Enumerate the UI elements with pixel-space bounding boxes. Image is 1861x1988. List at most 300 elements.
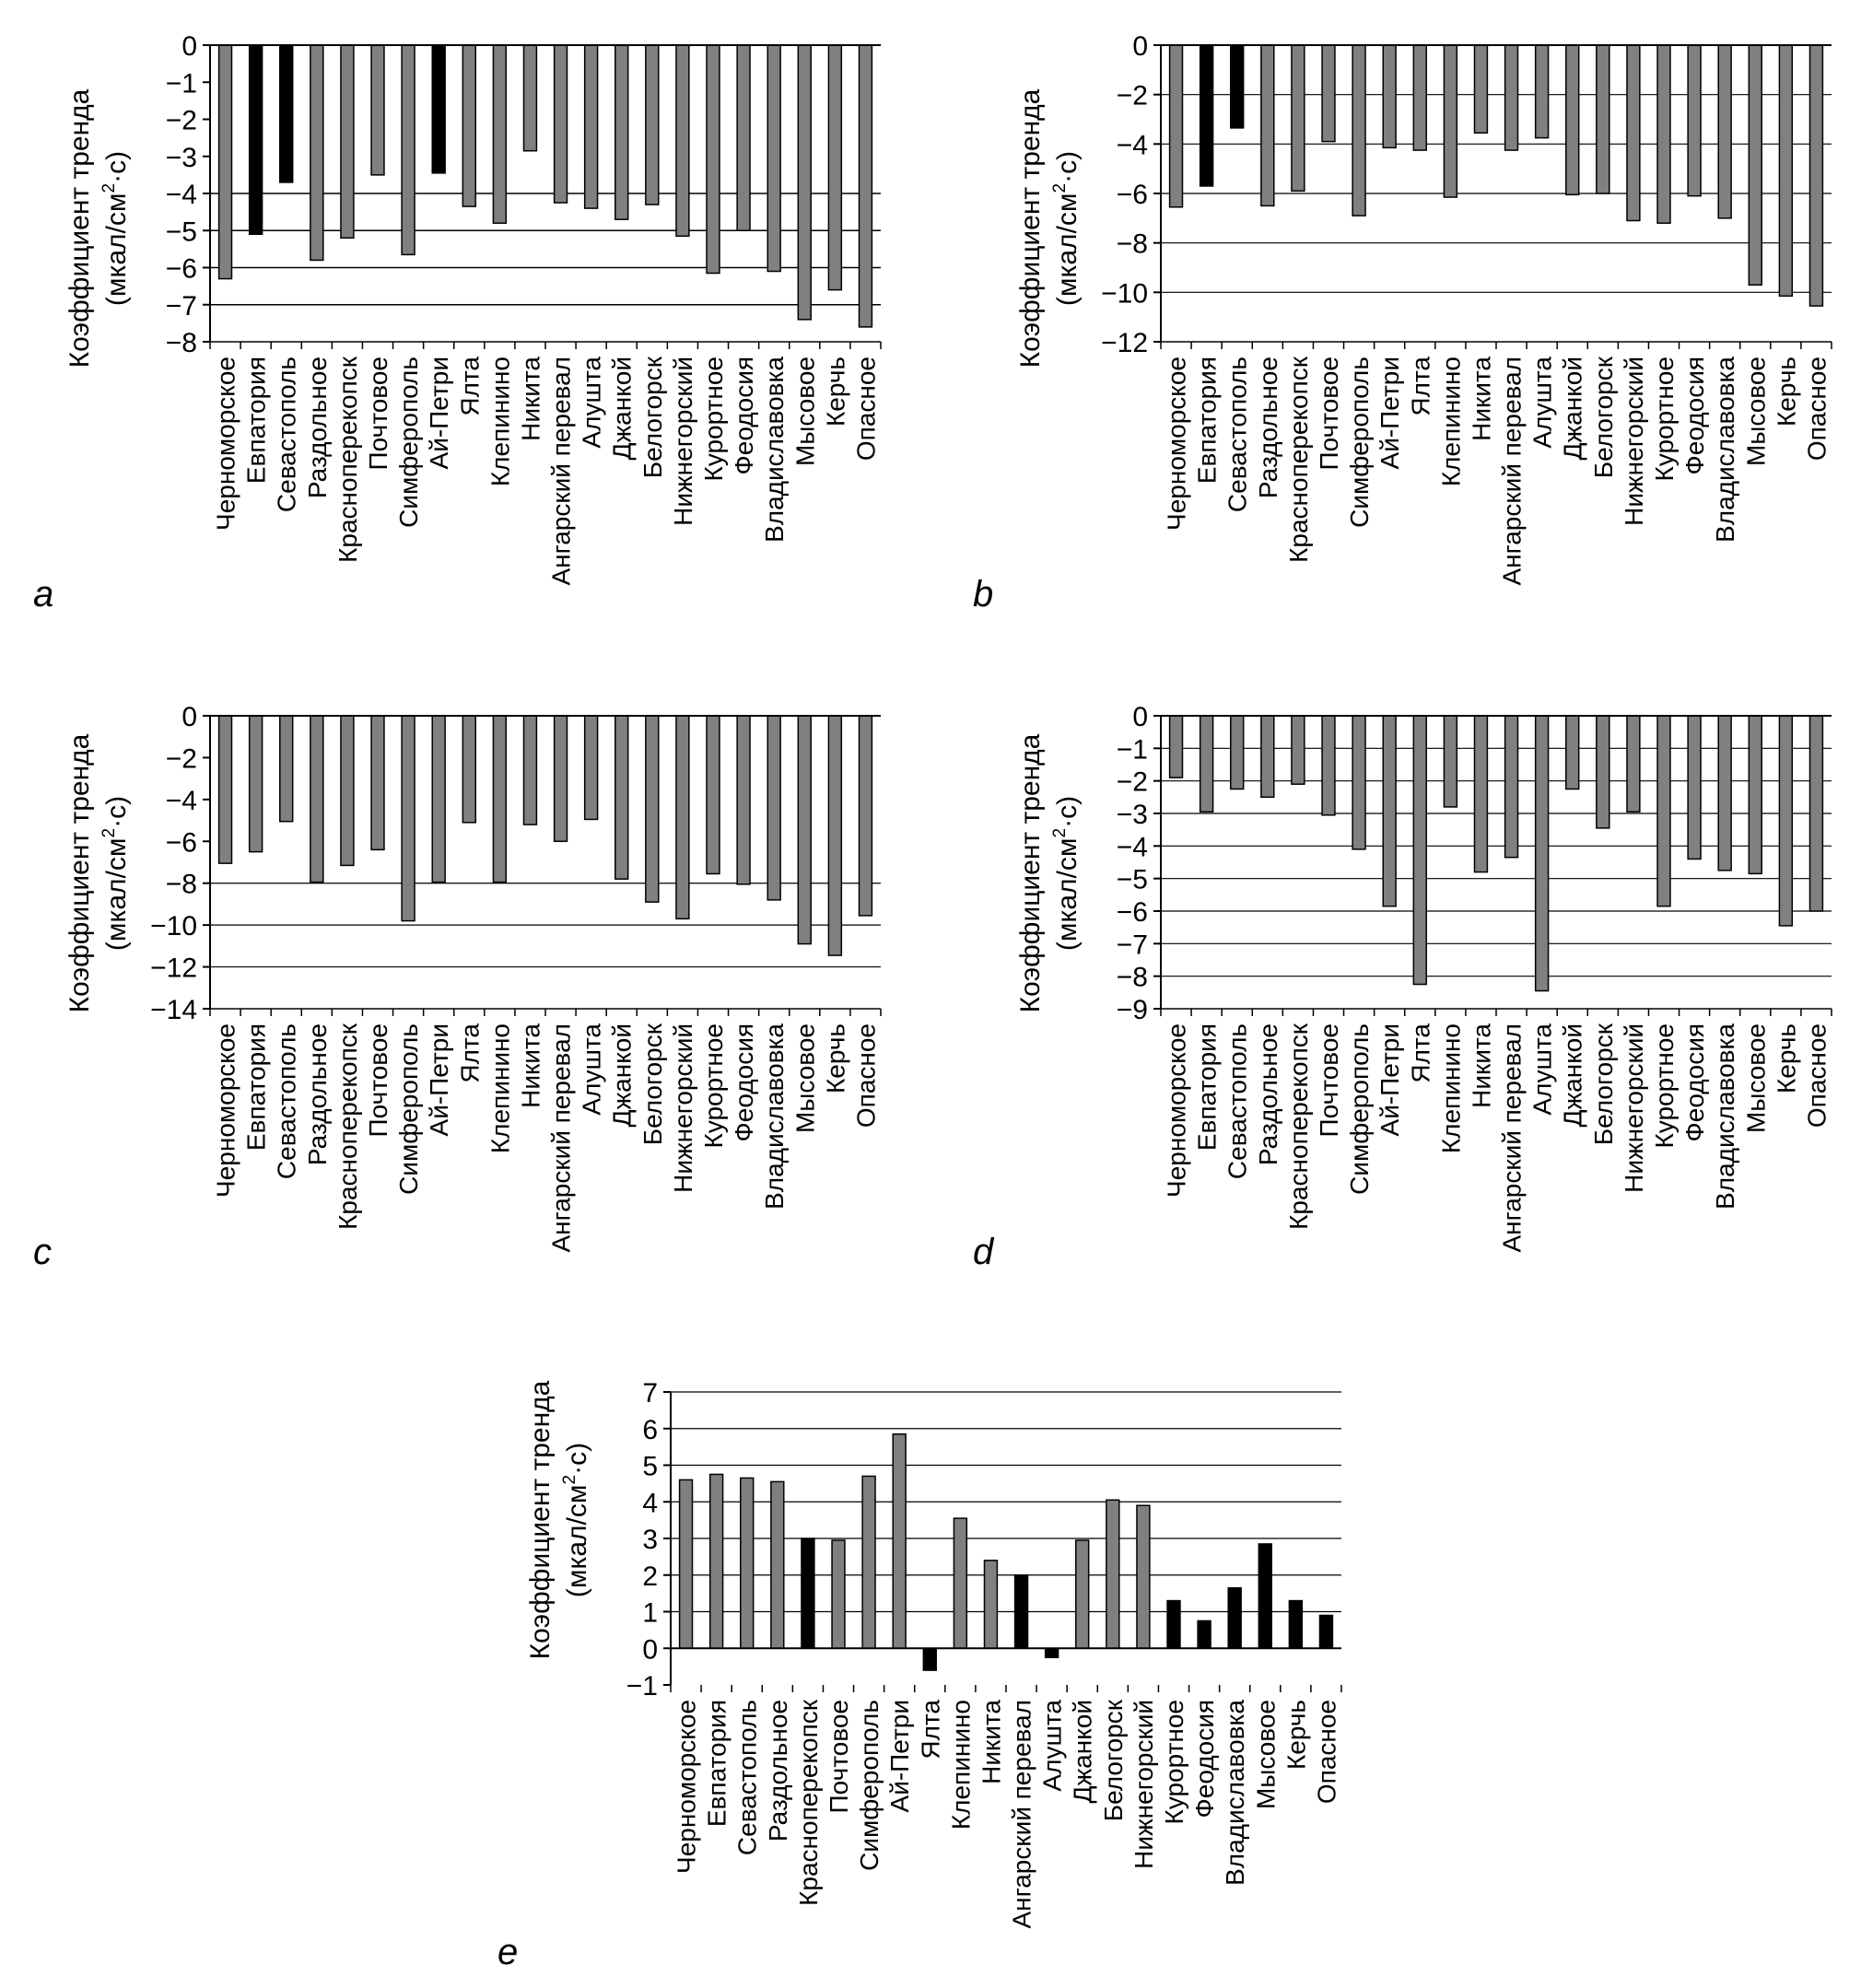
bar: [1320, 1615, 1333, 1648]
x-category-label: Никита: [516, 1023, 545, 1108]
y-tick-label: 0: [1132, 31, 1148, 62]
bars-d: [1170, 716, 1823, 991]
x-category-label: Ангарский перевал: [1497, 1023, 1527, 1253]
bar: [1413, 716, 1426, 985]
y-tick-label: −2: [1116, 766, 1148, 798]
y-axis-title-b: [1015, 88, 1083, 368]
x-category-label: Красноперекопск: [1283, 357, 1313, 563]
y-axis-title-line1: Коэффициент тренда: [525, 1380, 556, 1660]
bar: [1444, 716, 1457, 807]
x-category-label: Почтовое: [1315, 357, 1343, 471]
bar: [1106, 1500, 1119, 1648]
x-category-label: Симферополь: [394, 357, 424, 528]
x-category-label: Красноперекопск: [793, 1700, 823, 1906]
x-category-label: Ай-Петри: [1375, 357, 1405, 470]
x-category-label: Евпатория: [1192, 357, 1222, 485]
y-tick-label: −7: [1116, 930, 1148, 961]
x-category-label: Курортное: [1650, 357, 1679, 482]
bar: [832, 1540, 845, 1648]
y-tick-label: −4: [165, 785, 197, 816]
bar: [737, 716, 750, 884]
bar: [371, 716, 384, 849]
y-tick-label: −4: [1116, 130, 1148, 161]
y-tick-label: −12: [1101, 328, 1148, 358]
x-category-label: Клепинино: [946, 1700, 976, 1830]
bar: [555, 716, 568, 841]
x-category-label: Красноперекопск: [1283, 1023, 1313, 1230]
x-category-label: Раздольное: [302, 357, 332, 499]
x-category-label: Черноморское: [211, 357, 240, 531]
panel-letter-b: b: [973, 574, 994, 614]
x-category-label: Мысовое: [790, 1023, 820, 1134]
x-category-label: Белогорск: [638, 357, 667, 479]
bar: [432, 45, 445, 173]
x-category-label: Ангарский перевал: [1007, 1700, 1036, 1929]
x-category-label: Симферополь: [394, 1023, 424, 1195]
y-axis-title-line2: $(мкал/см^2\cdot с)$: [1050, 795, 1083, 952]
bar: [860, 45, 872, 327]
y-axis-title-line2: $(мкал/см^2\cdot с)$: [560, 1442, 592, 1598]
bar: [1688, 716, 1701, 859]
x-category-label: Клепинино: [486, 357, 515, 487]
bar: [371, 45, 384, 175]
bars-c: [219, 716, 872, 955]
x-category-label: Ангарский перевал: [546, 357, 576, 586]
bar: [1167, 1601, 1180, 1649]
x-category-label: Черноморское: [672, 1700, 701, 1874]
y-tick-label: −14: [150, 995, 197, 1025]
bar: [555, 45, 568, 203]
x-category-label: Ялта: [455, 357, 485, 416]
x-category-label: Ангарский перевал: [1497, 357, 1527, 586]
y-tick-label: −4: [1116, 832, 1148, 863]
bar: [860, 716, 872, 916]
x-category-label: Симферополь: [855, 1700, 884, 1871]
bar: [710, 1474, 723, 1648]
bar: [1475, 716, 1488, 872]
bar: [707, 716, 720, 873]
y-tick-label: −2: [1116, 80, 1148, 111]
y-tick-label: 1: [642, 1597, 658, 1629]
y-axis-title-line1: Коэффициент тренда: [1015, 733, 1046, 1013]
x-category-label: Опасное: [1312, 1700, 1341, 1805]
x-category-label: Курортное: [1650, 1023, 1679, 1149]
x-category-label: Феодосия: [730, 1023, 759, 1142]
x-category-label: Мысовое: [1741, 1023, 1771, 1134]
bar: [1597, 45, 1609, 193]
x-category-label: Мысовое: [1741, 357, 1771, 467]
bar: [1475, 45, 1488, 133]
bar: [1046, 1648, 1059, 1657]
x-category-label: Феодосия: [730, 357, 759, 475]
y-tick-label: −8: [165, 328, 197, 358]
y-tick-label: −10: [150, 911, 197, 942]
bar: [1413, 45, 1426, 150]
x-category-label: Алушта: [1037, 1700, 1067, 1792]
x-category-label: Белогорск: [638, 1023, 667, 1146]
x-category-label: Симферополь: [1345, 357, 1375, 528]
x-category-label: Севастополь: [1223, 357, 1252, 513]
bar: [219, 716, 232, 863]
x-category-label: Белогорск: [1588, 1023, 1618, 1146]
x-category-label: Мысовое: [790, 357, 820, 467]
y-axis-title-line1: Коэффициент тренда: [64, 733, 95, 1013]
x-category-label: Курортное: [699, 357, 728, 482]
x-category-label: Ай-Петри: [1375, 1023, 1405, 1137]
chart-panel-e: [497, 1378, 1341, 1972]
bar: [402, 716, 415, 921]
y-axis-title-line2: $(мкал/см^2\cdot с)$: [99, 150, 132, 307]
x-category-label: Почтовое: [364, 357, 392, 471]
x-category-label: Никита: [1467, 1023, 1496, 1108]
chart-panel-b: [973, 31, 1832, 614]
y-tick-label: −12: [150, 953, 197, 984]
bar: [1076, 1540, 1089, 1648]
x-category-label: Джанкой: [1558, 1023, 1587, 1128]
bar: [1292, 716, 1305, 784]
bar: [1566, 716, 1579, 789]
y-ticks-c: [150, 702, 210, 1025]
y-tick-label: 3: [642, 1525, 658, 1555]
bar: [862, 1476, 875, 1648]
bar: [1536, 716, 1549, 991]
x-labels-d: [1163, 1023, 1832, 1252]
bar: [1597, 716, 1609, 828]
x-category-label: Почтовое: [364, 1023, 392, 1138]
x-category-label: Ангарский перевал: [546, 1023, 576, 1253]
panel-letter-c: c: [33, 1232, 52, 1272]
x-category-label: Феодосия: [1680, 357, 1710, 475]
y-axis-title-line1: Коэффициент тренда: [64, 88, 95, 368]
y-axis-title-d: [1015, 733, 1083, 1012]
x-category-label: Евпатория: [241, 357, 271, 485]
chart-panel-c: [33, 702, 881, 1272]
x-category-label: Ялта: [916, 1700, 945, 1760]
y-tick-label: 0: [1132, 702, 1148, 732]
bar: [646, 716, 659, 902]
x-category-label: Нижнегорский: [668, 1023, 697, 1193]
x-category-label: Почтовое: [1315, 1023, 1343, 1138]
bar: [767, 716, 780, 900]
bar: [1322, 45, 1335, 142]
bars-b: [1170, 45, 1823, 306]
bar: [524, 45, 537, 151]
x-category-label: Владиславовка: [760, 357, 790, 543]
x-category-label: Нижнегорский: [1619, 1023, 1648, 1193]
bar: [280, 716, 293, 822]
bar: [1383, 716, 1396, 906]
y-tick-label: −7: [165, 290, 197, 322]
y-tick-label: 2: [642, 1561, 658, 1592]
x-category-label: Клепинино: [486, 1023, 515, 1154]
bar: [1505, 45, 1518, 150]
x-category-label: Керчь: [1772, 1023, 1801, 1094]
panel-letter-d: d: [973, 1232, 994, 1272]
bar: [802, 1538, 814, 1648]
y-axis-title-e: [525, 1380, 592, 1659]
y-tick-label: 0: [181, 702, 197, 732]
x-category-label: Раздольное: [763, 1700, 792, 1842]
x-category-label: Черноморское: [1162, 1023, 1191, 1198]
x-category-label: Алушта: [577, 1023, 606, 1116]
bar: [1718, 716, 1731, 871]
bar: [585, 45, 598, 208]
x-category-label: Мысовое: [1251, 1700, 1281, 1810]
bar: [1015, 1575, 1028, 1649]
bar: [893, 1434, 906, 1649]
x-category-label: Севастополь: [1223, 1023, 1252, 1180]
x-category-label: Симферополь: [1345, 1023, 1375, 1195]
x-category-label: Алушта: [577, 357, 606, 449]
x-labels-b: [1163, 356, 1832, 585]
bar: [646, 45, 659, 205]
y-axis-title-line2: $(мкал/см^2\cdot с)$: [99, 795, 132, 952]
y-tick-label: −8: [165, 869, 197, 900]
bar: [1170, 716, 1183, 778]
x-category-label: Владиславовка: [760, 1023, 790, 1210]
x-category-label: Черноморское: [1162, 357, 1191, 531]
y-tick-label: −9: [1116, 995, 1148, 1025]
y-tick-label: −2: [165, 743, 197, 775]
y-axis-title-line2: $(мкал/см^2\cdot с)$: [1050, 150, 1083, 307]
y-tick-label: −3: [165, 142, 197, 173]
bar: [310, 716, 323, 883]
bar: [1231, 45, 1244, 128]
x-category-label: Джанкой: [1068, 1700, 1097, 1804]
y-tick-label: −6: [1116, 180, 1148, 210]
x-category-label: Красноперекопск: [333, 357, 362, 563]
y-tick-label: 0: [642, 1634, 658, 1666]
x-category-label: Керчь: [1772, 357, 1801, 427]
bar: [1170, 45, 1183, 207]
x-category-label: Керчь: [821, 1023, 850, 1094]
y-ticks-b: [1101, 31, 1161, 358]
bar: [1352, 716, 1365, 849]
y-ticks-a: [166, 31, 210, 358]
y-tick-label: −8: [1116, 228, 1148, 260]
x-category-label: Нижнегорский: [668, 357, 697, 526]
x-category-label: Евпатория: [241, 1023, 271, 1152]
y-tick-label: −1: [1116, 734, 1148, 766]
bar: [310, 45, 323, 260]
bar: [798, 45, 811, 320]
bar: [985, 1561, 998, 1648]
x-category-label: Опасное: [851, 357, 881, 462]
bar: [1627, 716, 1640, 812]
bar: [1200, 716, 1213, 812]
bar: [741, 1478, 754, 1648]
x-category-label: Алушта: [1527, 1023, 1557, 1116]
x-category-label: Евпатория: [1192, 1023, 1222, 1152]
bar: [1200, 45, 1213, 186]
y-tick-label: −4: [165, 180, 197, 210]
y-tick-label: −10: [1101, 278, 1148, 310]
bar: [771, 1481, 784, 1648]
bars-a: [219, 45, 872, 327]
bar: [493, 45, 506, 223]
bar: [615, 716, 628, 879]
x-category-label: Никита: [516, 357, 545, 441]
y-tick-label: −1: [165, 68, 197, 99]
y-tick-label: 4: [642, 1488, 658, 1519]
chart-panel-a: [33, 31, 881, 614]
x-category-label: Никита: [1467, 357, 1496, 441]
bar: [1657, 45, 1670, 223]
bar: [767, 45, 780, 272]
bar: [1566, 45, 1579, 194]
chart-panel-d: [973, 702, 1832, 1272]
x-category-label: Джанкой: [607, 357, 637, 461]
bar: [828, 716, 841, 955]
panel-letter-a: a: [33, 574, 54, 614]
y-axis-title-a: [64, 88, 132, 368]
bar: [1749, 45, 1762, 285]
x-category-label: Никита: [977, 1700, 1006, 1784]
bar: [585, 716, 598, 819]
y-tick-label: 0: [181, 31, 197, 62]
y-tick-label: −2: [165, 105, 197, 136]
x-labels-e: [673, 1699, 1341, 1928]
y-tick-label: −8: [1116, 962, 1148, 993]
y-tick-label: −6: [1116, 897, 1148, 928]
x-category-label: Опасное: [1802, 357, 1832, 462]
bar: [1536, 45, 1549, 138]
x-category-label: Ай-Петри: [425, 357, 454, 470]
x-category-label: Опасное: [1802, 1023, 1832, 1128]
x-category-label: Красноперекопск: [333, 1023, 362, 1230]
bar: [1657, 716, 1670, 906]
x-category-label: Евпатория: [702, 1700, 732, 1828]
x-category-label: Ай-Петри: [885, 1700, 915, 1813]
x-category-label: Севастополь: [272, 1023, 301, 1180]
x-category-label: Курортное: [1160, 1700, 1188, 1825]
x-category-label: Ялта: [455, 1023, 485, 1083]
x-labels-c: [212, 1023, 881, 1252]
y-ticks-e: [626, 1378, 671, 1701]
y-tick-label: −6: [165, 827, 197, 859]
y-tick-label: −3: [1116, 800, 1148, 830]
bar: [828, 45, 841, 290]
bar: [1261, 45, 1274, 205]
bar: [1810, 716, 1823, 911]
x-category-label: Белогорск: [1098, 1700, 1128, 1822]
x-category-label: Владиславовка: [1221, 1700, 1250, 1886]
x-category-label: Алушта: [1527, 357, 1557, 449]
x-category-label: Джанкой: [607, 1023, 637, 1128]
x-category-label: Раздольное: [1253, 357, 1282, 499]
bar: [680, 1479, 693, 1648]
x-category-label: Белогорск: [1588, 357, 1618, 479]
bars-e: [680, 1434, 1333, 1670]
bar: [676, 45, 689, 236]
bar: [1779, 45, 1792, 296]
bar: [402, 45, 415, 254]
x-category-label: Ялта: [1406, 357, 1435, 416]
bar: [1779, 716, 1792, 926]
y-tick-label: 5: [642, 1451, 658, 1482]
bar: [219, 45, 232, 279]
y-tick-label: 7: [642, 1378, 658, 1409]
bar: [1231, 716, 1244, 789]
x-category-label: Владиславовка: [1711, 1023, 1740, 1210]
x-category-label: Раздольное: [1253, 1023, 1282, 1166]
bar: [493, 716, 506, 883]
x-category-label: Керчь: [821, 357, 850, 427]
bar: [341, 716, 354, 865]
bar: [1261, 716, 1274, 797]
x-category-label: Владиславовка: [1711, 357, 1740, 543]
bar: [1810, 45, 1823, 306]
bar: [798, 716, 811, 944]
bar: [1137, 1505, 1150, 1648]
bar: [1627, 45, 1640, 221]
bar: [1749, 716, 1762, 873]
x-category-label: Севастополь: [272, 357, 301, 513]
bar: [1198, 1620, 1211, 1648]
bar: [615, 45, 628, 219]
x-category-label: Джанкой: [1558, 357, 1587, 461]
y-tick-label: −1: [626, 1671, 658, 1701]
bar: [1292, 45, 1305, 191]
x-category-label: Ялта: [1406, 1023, 1435, 1083]
bar: [462, 716, 475, 823]
x-category-label: Раздольное: [302, 1023, 332, 1166]
bar: [1352, 45, 1365, 216]
y-axis-title-c: [64, 733, 132, 1012]
bar: [1289, 1601, 1302, 1649]
x-category-label: Севастополь: [732, 1700, 762, 1856]
y-axis-title-line1: Коэффициент тренда: [1015, 88, 1046, 368]
bar: [1688, 45, 1701, 196]
bar: [1505, 716, 1518, 858]
bar: [1228, 1588, 1241, 1649]
bar: [923, 1648, 936, 1670]
bar: [707, 45, 720, 274]
y-tick-label: −5: [165, 216, 197, 248]
x-category-label: Курортное: [699, 1023, 728, 1149]
bar: [676, 716, 689, 918]
x-category-label: Феодосия: [1680, 1023, 1710, 1142]
y-tick-label: −6: [165, 253, 197, 285]
y-ticks-d: [1117, 702, 1161, 1025]
panel-letter-e: e: [497, 1932, 519, 1972]
x-category-label: Клепинино: [1436, 1023, 1466, 1154]
bar: [1444, 45, 1457, 197]
y-tick-label: 6: [642, 1414, 658, 1445]
x-category-label: Нижнегорский: [1619, 357, 1648, 526]
x-category-label: Феодосия: [1190, 1700, 1220, 1818]
bar: [250, 45, 263, 234]
bar: [280, 45, 293, 182]
bar: [250, 716, 263, 852]
x-category-label: Клепинино: [1436, 357, 1466, 487]
x-category-label: Опасное: [851, 1023, 881, 1128]
x-category-label: Почтовое: [825, 1700, 853, 1814]
x-labels-a: [212, 356, 881, 585]
bar: [432, 716, 445, 883]
bar: [341, 45, 354, 238]
bar: [1718, 45, 1731, 218]
bar: [462, 45, 475, 206]
bar: [524, 716, 537, 824]
x-category-label: Нижнегорский: [1129, 1700, 1158, 1869]
x-category-label: Ай-Петри: [425, 1023, 454, 1137]
bar: [1383, 45, 1396, 147]
x-category-label: Керчь: [1282, 1700, 1311, 1771]
bar: [737, 45, 750, 230]
bar: [1322, 716, 1335, 815]
x-category-label: Черноморское: [211, 1023, 240, 1198]
